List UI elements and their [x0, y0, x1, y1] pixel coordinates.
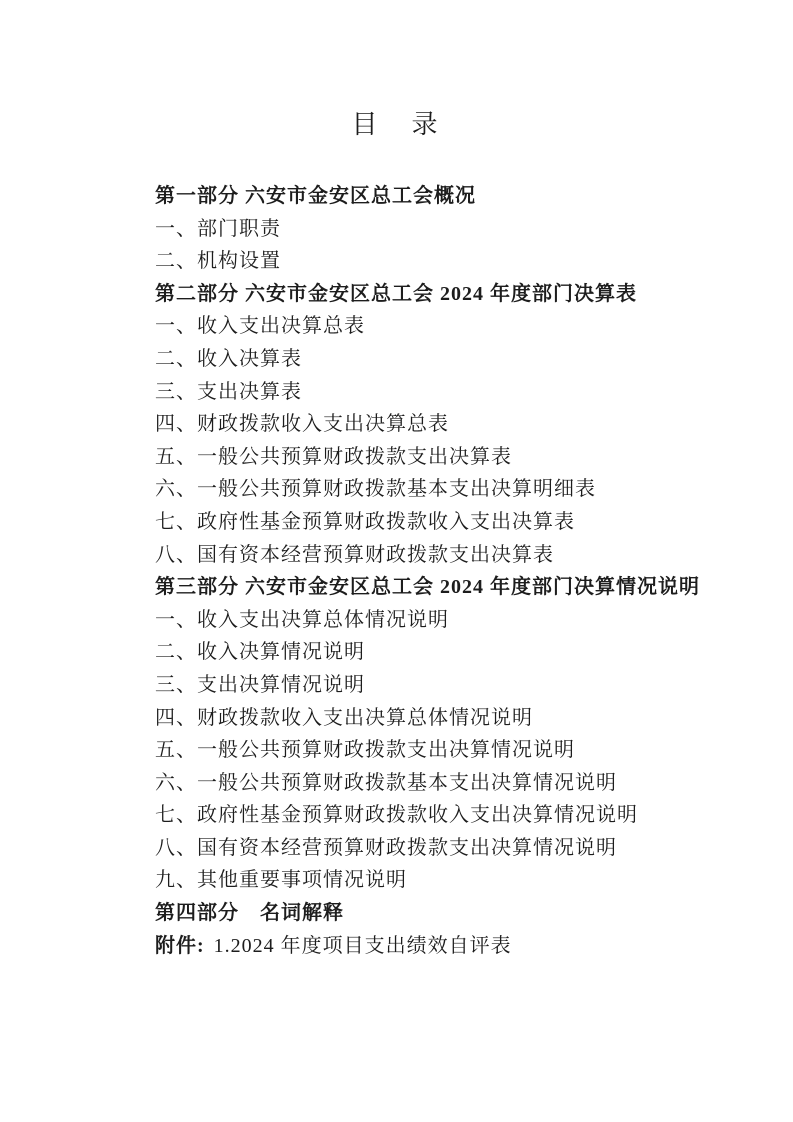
- toc-item: 四、财政拨款收入支出决算总表: [155, 413, 449, 436]
- toc-item: 八、国有资本经营预算财政拨款支出决算表: [155, 543, 554, 566]
- toc-item: 二、收入决算表: [155, 347, 302, 370]
- attachment-text: 1.2024 年度项目支出绩效自评表: [213, 934, 512, 957]
- toc-item: 四、财政拨款收入支出决算总体情况说明: [155, 706, 533, 729]
- toc-item: 八、国有资本经营预算财政拨款支出决算情况说明: [155, 836, 617, 859]
- document-title: 目 录: [351, 110, 442, 139]
- toc-item: 六、一般公共预算财政拨款基本支出决算情况说明: [155, 771, 617, 794]
- toc-item: 七、政府性基金预算财政拨款收入支出决算情况说明: [155, 804, 638, 827]
- toc-attachment: [113, 930, 708, 963]
- toc-item: 一、收入支出决算总表: [155, 315, 365, 338]
- toc-item: 七、政府性基金预算财政拨款收入支出决算表: [155, 510, 575, 533]
- attachment-label: 附件:: [155, 934, 205, 957]
- toc-part-heading: 第四部分 名词解释: [155, 902, 344, 925]
- toc-item: 六、一般公共预算财政拨款基本支出决算明细表: [155, 478, 596, 501]
- toc-item: 五、一般公共预算财政拨款支出决算表: [155, 445, 512, 468]
- toc-item: 二、机构设置: [155, 250, 281, 273]
- toc-item: 二、收入决算情况说明: [155, 641, 365, 664]
- toc-part-heading: 第二部分 六安市金安区总工会 2024 年度部门决算表: [155, 282, 637, 305]
- toc-item: 五、一般公共预算财政拨款支出决算情况说明: [155, 739, 575, 762]
- toc-part-heading: 第三部分 六安市金安区总工会 2024 年度部门决算情况说明: [155, 576, 700, 599]
- toc-item: 三、支出决算表: [155, 380, 302, 403]
- toc-item: 一、收入支出决算总体情况说明: [155, 608, 449, 631]
- toc-part-heading: 第一部分 六安市金安区总工会概况: [155, 185, 476, 207]
- toc-item: 一、部门职责: [155, 217, 281, 240]
- toc-item: 三、支出决算情况说明: [155, 673, 365, 696]
- table-of-contents: [113, 180, 708, 962]
- toc-item: 九、其他重要事项情况说明: [155, 869, 407, 892]
